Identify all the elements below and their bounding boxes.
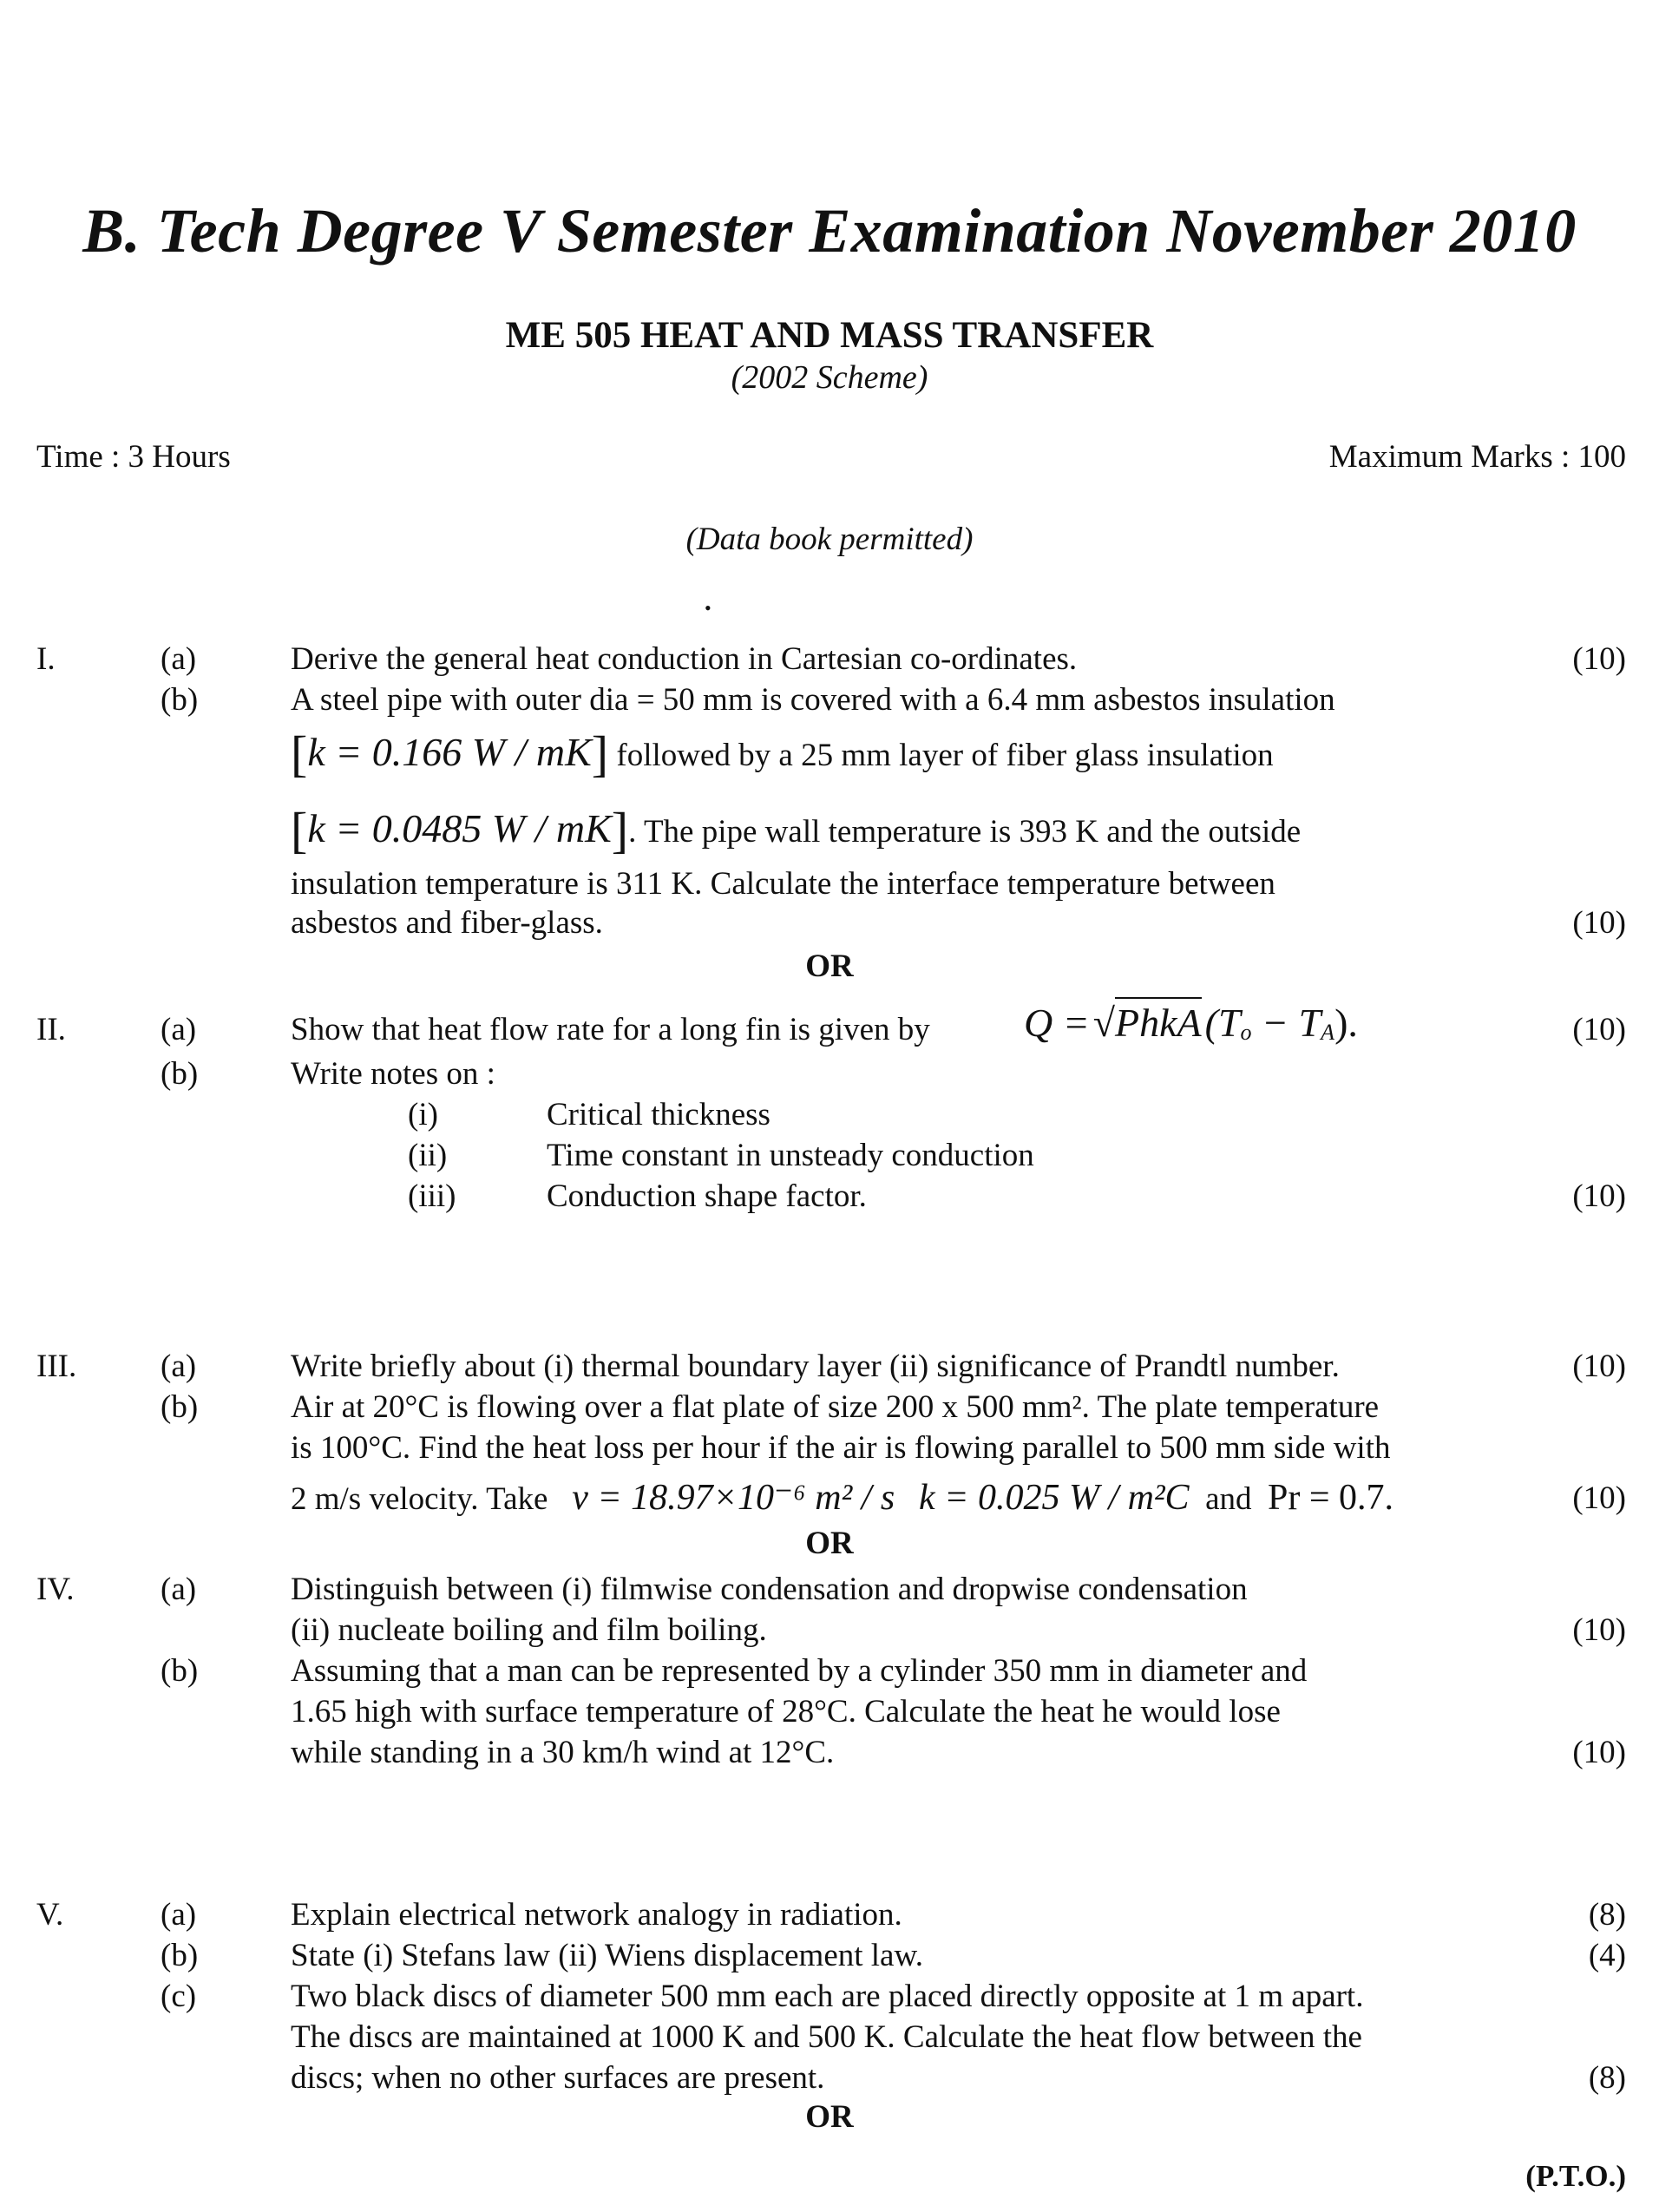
or-separator-2: OR (805, 1526, 854, 1561)
q3-b-label: (b) (161, 1389, 199, 1425)
q5-c-line3: discs; when no other surfaces are present. (291, 2060, 825, 2096)
scheme: (2002 Scheme) (731, 359, 928, 396)
q5-a-marks: (8) (1588, 1897, 1626, 1933)
q1-b-k2: k = 0.0485 W / mK (307, 806, 612, 850)
question-number-1: I. (36, 641, 56, 677)
q4-b-line3: while standing in a 30 km/h wind at 12°C. (291, 1735, 835, 1770)
time-allowed: Time : 3 Hours (36, 439, 231, 475)
q2-a-text: Show that heat flow rate for a long fin is given by (291, 1012, 930, 1047)
q1-b-line4: insulation temperature is 311 K. Calculate the interface temperature between (291, 866, 1275, 902)
q1-b-line3: . The pipe wall temperature is 393 K and the outside (628, 814, 1302, 850)
q4-a-marks: (10) (1572, 1612, 1626, 1648)
subject-title: ME 505 HEAT AND MASS TRANSFER (505, 315, 1154, 356)
q1-b-line1: A steel pipe with outer dia = 50 mm is covered with a 6.4 mm asbestos insulation (291, 682, 1335, 718)
q1-a-text: Derive the general heat conduction in Cartesian co-ordinates. (291, 641, 1078, 677)
q5-a-text: Explain electrical network analogy in radiation. (291, 1897, 902, 1933)
q1-b-line2: followed by a 25 mm layer of fiber glass insulation (616, 738, 1274, 773)
q2-a-label: (a) (161, 1012, 197, 1047)
q2-b-item-3-num: (iii) (408, 1178, 456, 1214)
q2-b-item-3-text: Conduction shape factor. (547, 1178, 867, 1214)
q3-b-line3a: 2 m/s velocity. Take (291, 1481, 548, 1517)
q4-b-label: (b) (161, 1653, 199, 1689)
q4-a-line2: (ii) nucleate boiling and film boiling. (291, 1612, 767, 1648)
q5-c-marks: (8) (1588, 2060, 1626, 2096)
q5-a-label: (a) (161, 1897, 197, 1933)
question-number-3: III. (36, 1349, 77, 1384)
q4-b-line1: Assuming that a man can be represented by a cylinder 350 mm in diameter and (291, 1653, 1308, 1689)
q3-b-line1: Air at 20°C is flowing over a flat plate of size 200 x 500 mm². The plate temperature (291, 1389, 1380, 1425)
q1-b-line5: asbestos and fiber-glass. (291, 905, 603, 941)
q1-b-marks: (10) (1572, 905, 1626, 941)
please-turn-over: (P.T.O.) (1525, 2159, 1626, 2193)
q1-b-line2-row: [k = 0.166 W / mK] followed by a 25 mm layer of fiber glass insulation (291, 725, 1274, 782)
q3-a-text: Write briefly about (i) thermal boundary layer (ii) significance of Prandtl number. (291, 1349, 1340, 1384)
q2-b-marks: (10) (1572, 1178, 1626, 1214)
q5-b-marks: (4) (1588, 1938, 1626, 1973)
q2-b-item-2-num: (ii) (408, 1138, 448, 1173)
q3-a-marks: (10) (1572, 1349, 1626, 1384)
q3-a-label: (a) (161, 1349, 197, 1384)
q2-b-item-1-text: Critical thickness (547, 1097, 770, 1132)
q4-a-label: (a) (161, 1572, 197, 1607)
q1-b-line3-row: [k = 0.0485 W / mK]. The pipe wall temperature is 393 K and the outside (291, 802, 1302, 858)
or-separator-1: OR (805, 948, 854, 984)
exam-title: B. Tech Degree V Semester Examination November 2010 (82, 196, 1577, 266)
question-number-2: II. (36, 1012, 66, 1047)
q1-b-label: (b) (161, 682, 199, 718)
q5-c-label: (c) (161, 1979, 197, 2014)
q3-b-viscosity: v = 18.97×10⁻⁶ m² / s (572, 1478, 895, 1518)
q3-b-conductivity: k = 0.025 W / m²C (918, 1478, 1190, 1518)
q3-b-prandtl: Pr = 0.7. (1268, 1478, 1394, 1518)
q2-b-item-1-num: (i) (408, 1097, 438, 1132)
q2-a-marks: (10) (1572, 1012, 1626, 1047)
q3-b-line3-row (291, 1475, 1393, 1519)
q1-b-k1: k = 0.166 W / mK (307, 730, 592, 774)
q4-b-marks: (10) (1572, 1735, 1626, 1770)
q2-fin-equation: Q = √PhkA $(T_o - T_A)$. (1024, 1000, 1358, 1046)
q3-b-line2: is 100°C. Find the heat loss per hour if the air is flowing parallel to 500 mm side with (291, 1430, 1391, 1466)
maximum-marks: Maximum Marks : 100 (1328, 439, 1626, 475)
or-separator-3: OR (805, 2099, 854, 2135)
q4-a-line1: Distinguish between (i) filmwise condensation and dropwise condensation (291, 1572, 1248, 1607)
q3-b-marks: (10) (1572, 1480, 1626, 1516)
q5-b-label: (b) (161, 1938, 199, 1973)
q4-b-line2: 1.65 high with surface temperature of 28°C. Calculate the heat he would lose (291, 1694, 1281, 1730)
q5-b-text: State (i) Stefans law (ii) Wiens displacement law. (291, 1938, 924, 1973)
q5-c-line2: The discs are maintained at 1000 K and 500 K. Calculate the heat flow between the (291, 2019, 1362, 2055)
question-number-4: IV. (36, 1572, 75, 1607)
stray-mark: • (705, 597, 711, 619)
q2-b-text: Write notes on : (291, 1056, 495, 1092)
q1-a-marks: (10) (1572, 641, 1626, 677)
q1-a-label: (a) (161, 641, 197, 677)
q5-c-line1: Two black discs of diameter 500 mm each are placed directly opposite at 1 m apart. (291, 1979, 1364, 2014)
question-number-5: V. (36, 1897, 64, 1933)
q2-b-item-2-text: Time constant in unsteady conduction (547, 1138, 1034, 1173)
q3-b-and: and (1205, 1481, 1252, 1517)
q2-b-label: (b) (161, 1056, 199, 1092)
data-book-note: (Data book permitted) (685, 522, 974, 557)
